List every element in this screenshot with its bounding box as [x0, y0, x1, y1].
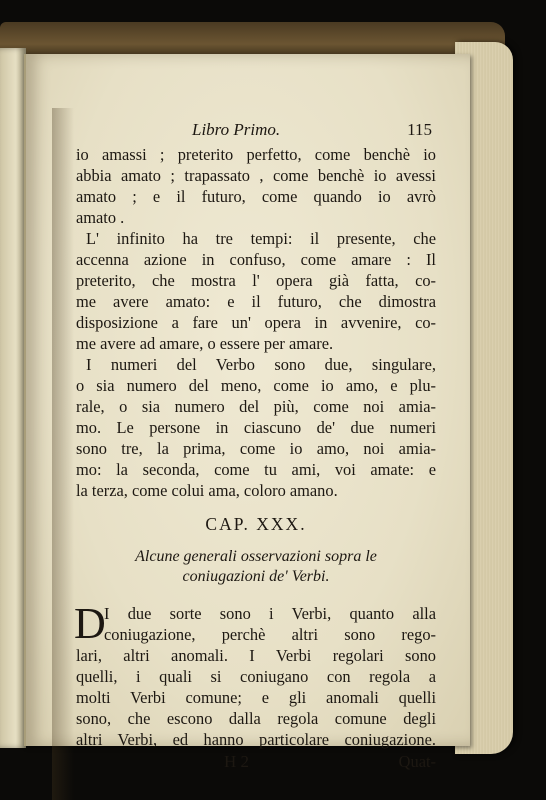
chapter-subtitle: [76, 547, 436, 587]
text-line: rale, o sia numero del più, come noi amia-: [76, 397, 436, 416]
text-line: o sia numero del meno, come io amo, e plu-: [76, 376, 436, 395]
signature-mark: H 2: [224, 752, 250, 771]
chapter-subtitle-line: coniugazioni de' Verbi.: [182, 568, 330, 585]
text-line: lari, altri anomali. I Verbi regolari sono: [76, 646, 436, 665]
text-line: I due sorte sono i Verbi, quanto alla: [104, 604, 436, 623]
paragraph-2: [76, 228, 436, 354]
text-line: me avere amato: e il futuro, che dimostra: [76, 292, 436, 311]
page-header: [76, 120, 436, 144]
text-line: I numeri del Verbo sono due, singulare,: [86, 355, 436, 374]
text-line: sono tre, la prima, come io amo, noi amia-: [76, 439, 436, 458]
text-line: molti Verbi comune; e gli anomali quelli: [76, 688, 436, 707]
page-number: 115: [407, 120, 432, 139]
text-line: preterito, che mostra l' opera già fatta, co-: [76, 271, 436, 290]
paragraph-4: [74, 599, 436, 750]
chapter-subtitle-line: Alcune generali osservazioni sopra le: [135, 548, 377, 565]
text-line: mo. Le persone in ciascuno de' due numeri: [76, 418, 436, 437]
text-line: io amassi ; preterito perfetto, come benchè io: [76, 145, 436, 164]
text-line: mo: la seconda, come tu ami, voi amate: e: [76, 460, 436, 479]
drop-cap: D: [74, 599, 106, 648]
catchword: Quat-: [398, 752, 436, 771]
paragraph-1: [76, 144, 436, 228]
text-line: la terza, come colui ama, coloro amano.: [76, 481, 338, 500]
text-line: L' infinito ha tre tempi: il presente, che: [86, 229, 436, 248]
gutter-shadow: [52, 108, 74, 800]
page-footer: [76, 752, 436, 774]
text-line: amato ; e il futuro, come quando io avrò: [76, 187, 436, 206]
text-line: amato .: [76, 208, 125, 227]
running-title: Libro Primo.: [192, 120, 281, 139]
text-line: abbia amato ; trapassato , come benchè io avessi: [76, 166, 436, 185]
text-line: altri Verbi, ed hanno particolare coniugazione.: [76, 730, 436, 749]
chapter-heading: CAP. XXX.: [205, 514, 307, 534]
paragraph-3: [76, 354, 436, 501]
left-page-edge: [0, 48, 26, 748]
text-line: me avere ad amare, o essere per amare.: [76, 334, 334, 353]
book-page: [24, 54, 470, 771]
text-line: quelli, i quali si coniugano con regola a: [76, 667, 436, 686]
text-line: disposizione a fare un' opera in avvenire, co-: [76, 313, 436, 332]
text-line: accenna azione in confuso, come amare : Il: [76, 250, 436, 269]
text-line: coniugazione, perchè altri sono rego-: [104, 625, 436, 644]
page-text: [76, 120, 436, 774]
text-line: sono, che escono dalla regola comune degli: [76, 709, 436, 728]
